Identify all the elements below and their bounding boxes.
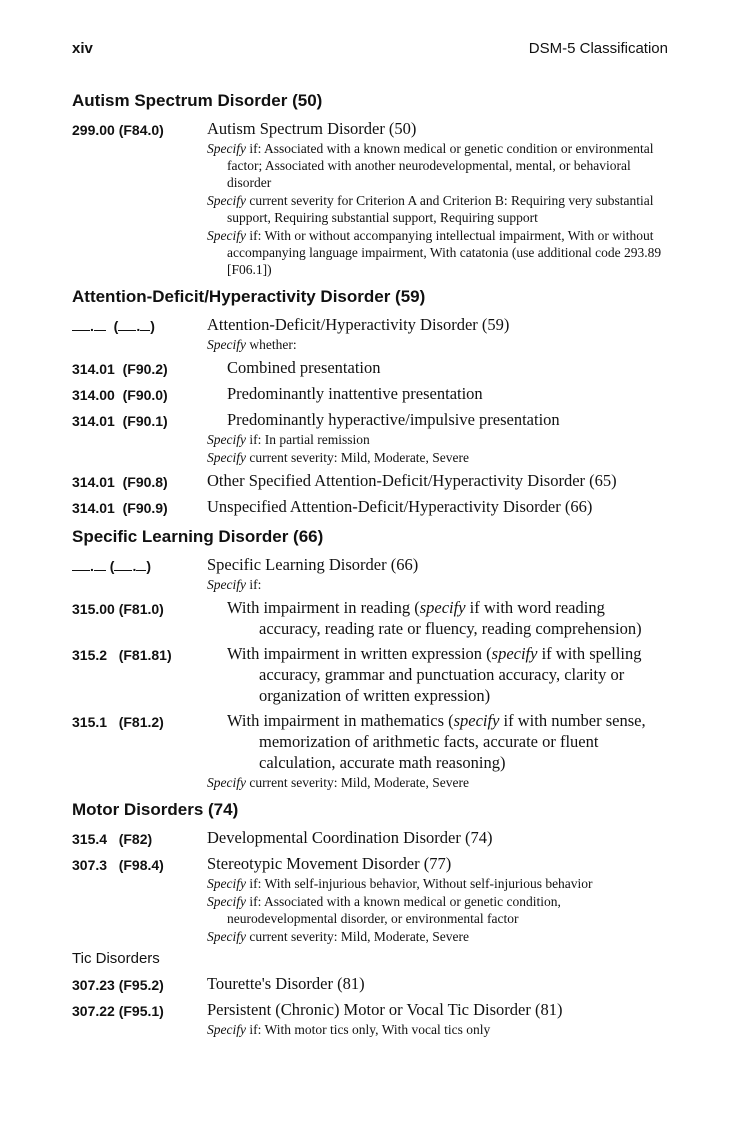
code-entry (72, 409, 670, 466)
disorder-title: Persistent (Chronic) Motor or Vocal Tic Disorder (81) (207, 1000, 563, 1019)
specifier-note (207, 449, 670, 466)
diagnostic-code: 314.01 (F90.1) (72, 413, 168, 429)
blank-code-placeholder: . ( . ) (72, 554, 207, 576)
impairment-title (207, 643, 670, 706)
specifier-note (207, 1021, 670, 1038)
diagnostic-code: 307.22 (F95.1) (72, 1003, 164, 1019)
diagnostic-code: 314.01 (F90.9) (72, 500, 168, 516)
disorder-title: Specific Learning Disorder (66) (207, 555, 419, 574)
specify-keyword: Specify (207, 450, 246, 465)
specifier-note (207, 431, 670, 448)
section-autism (72, 90, 670, 278)
diagnostic-code: 299.00 (F84.0) (72, 122, 164, 138)
specify-keyword: Specify (207, 577, 246, 592)
specifier-text: if: Associated with a known medical or genetic condition, neurodevelopmental disorder, or environmental factor (227, 894, 561, 926)
diagnostic-code: 314.01 (F90.8) (72, 474, 168, 490)
diagnostic-code: 307.3 (F98.4) (72, 857, 164, 873)
section-learning (72, 526, 670, 791)
specify-keyword: specify (419, 598, 466, 617)
specify-keyword: Specify (207, 141, 246, 156)
specifier-text: if: With self-injurious behavior, Without self-injurious behavior (245, 876, 593, 891)
running-header (72, 40, 668, 57)
code-entry (72, 597, 670, 639)
code-entry (72, 470, 670, 492)
diagnostic-code: 315.2 (F81.81) (72, 647, 172, 663)
diagnostic-code: 315.00 (F81.0) (72, 601, 164, 617)
blank-code-placeholder: . ( . ) (72, 314, 207, 336)
specifier-note (207, 875, 670, 892)
code-entry (72, 999, 670, 1038)
page-number: xiv (72, 40, 93, 57)
specifier-text: if: Associated with a known medical or genetic condition or environmental factor; Associated with another neurodevelopmental, mental, or behavioral disorder (227, 141, 654, 190)
specifier-text: current severity: Mild, Moderate, Severe (245, 450, 470, 465)
code-entry (72, 357, 670, 379)
disorder-title: Unspecified Attention-Deficit/Hyperactivity Disorder (66) (207, 497, 593, 516)
disorder-title: Stereotypic Movement Disorder (77) (207, 854, 452, 873)
presentation-title: Predominantly inattentive presentation (227, 384, 483, 403)
specify-keyword: Specify (207, 876, 246, 891)
specifier-note (207, 336, 670, 353)
code-entry (72, 827, 670, 849)
section-heading: Attention-Deficit/Hyperactivity Disorder (59) (72, 287, 426, 306)
section-heading: Motor Disorders (74) (72, 800, 239, 819)
impairment-text: With impairment in written expression ( (227, 644, 492, 663)
diagnostic-code: 314.00 (F90.0) (72, 387, 168, 403)
disorder-title: Autism Spectrum Disorder (50) (207, 119, 417, 138)
code-entry (72, 853, 670, 945)
specifier-note (207, 893, 670, 927)
specify-keyword: Specify (207, 193, 246, 208)
specify-keyword: Specify (207, 1022, 246, 1037)
specify-keyword: specify (491, 644, 538, 663)
impairment-text: With impairment in mathematics ( (227, 711, 454, 730)
specify-keyword: Specify (207, 775, 246, 790)
running-title: DSM-5 Classification (528, 40, 668, 57)
specifier-text: if: (245, 577, 262, 592)
specify-keyword: specify (453, 711, 500, 730)
section-motor (72, 799, 670, 1038)
impairment-text: With impairment in reading ( (227, 598, 420, 617)
diagnostic-code: 315.1 (F81.2) (72, 714, 164, 730)
specify-keyword: Specify (207, 894, 246, 909)
specifier-text: if: In partial remission (245, 432, 370, 447)
specifier-text: current severity: Mild, Moderate, Severe (245, 929, 470, 944)
code-entry (72, 314, 670, 353)
disorder-title: Developmental Coordination Disorder (74) (207, 828, 493, 847)
section-heading: Autism Spectrum Disorder (50) (72, 91, 323, 110)
code-entry (72, 118, 670, 278)
disorder-title: Attention-Deficit/Hyperactivity Disorder (59) (207, 315, 510, 334)
specifier-text: current severity: Mild, Moderate, Severe (245, 775, 470, 790)
disorder-title: Other Specified Attention-Deficit/Hyperactivity Disorder (65) (207, 471, 617, 490)
specify-keyword: Specify (207, 228, 246, 243)
specifier-text: whether: (245, 337, 297, 352)
code-entry (72, 496, 670, 518)
impairment-text: if with spelling accuracy, grammar and punctuation accuracy, clarity or organization of written expression) (259, 644, 642, 705)
disorder-title: Tourette's Disorder (81) (207, 974, 365, 993)
presentation-title: Predominantly hyperactive/impulsive presentation (227, 410, 560, 429)
subsection-heading: Tic Disorders (72, 950, 160, 967)
specify-keyword: Specify (207, 929, 246, 944)
impairment-title (207, 710, 670, 773)
section-heading: Specific Learning Disorder (66) (72, 527, 324, 546)
code-entry (72, 710, 670, 791)
code-entry (72, 383, 670, 405)
specifier-text: current severity for Criterion A and Criterion B: Requiring very substantial support, Requiring substantial support, Requiring support (227, 193, 654, 225)
section-adhd (72, 286, 670, 518)
presentation-title: Combined presentation (227, 358, 381, 377)
code-entry (72, 973, 670, 995)
specify-keyword: Specify (207, 432, 246, 447)
specifier-text: if: With motor tics only, With vocal tics only (245, 1022, 491, 1037)
code-entry (72, 554, 670, 593)
code-entry (72, 643, 670, 706)
specify-keyword: Specify (207, 337, 246, 352)
impairment-title (207, 597, 670, 639)
classification-list (72, 90, 670, 1046)
specifier-note (207, 140, 670, 191)
impairment-text: if with word reading accuracy, reading rate or fluency, reading comprehension) (259, 598, 642, 638)
diagnostic-code: 315.4 (F82) (72, 831, 153, 847)
specifier-note (207, 774, 670, 791)
specifier-text: if: With or without accompanying intellectual impairment, With or without accompanying language impairment, With catatonia (use additional code 293.89 [F06.1]) (227, 228, 662, 277)
specifier-note (207, 227, 670, 278)
specifier-note (207, 928, 670, 945)
specifier-note (207, 192, 670, 226)
diagnostic-code: 307.23 (F95.2) (72, 977, 164, 993)
diagnostic-code: 314.01 (F90.2) (72, 361, 168, 377)
specifier-note (207, 576, 670, 593)
impairment-text: if with number sense, memorization of arithmetic facts, accurate or fluent calculation, accurate math reasoning) (259, 711, 646, 772)
